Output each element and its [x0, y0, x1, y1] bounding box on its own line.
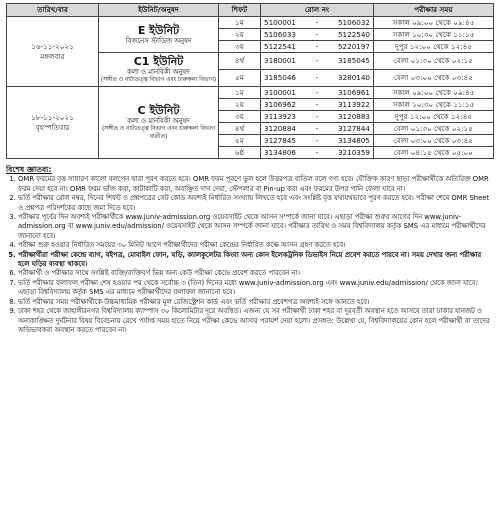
- roll-to: 3280140: [337, 73, 370, 82]
- faculty-name: কলা ও মানবিকী অনুষদ: [127, 67, 190, 76]
- faculty-name: কলা ও মানবিকী অনুষদ: [127, 117, 190, 125]
- roll-separator: -: [315, 87, 319, 97]
- roll-to: 5220197: [337, 41, 370, 51]
- roll-separator: -: [315, 29, 319, 39]
- exam-weekday: মঙ্গলবার: [40, 51, 65, 61]
- shift-cell: ৫ম: [219, 70, 261, 87]
- exam-date: ১৮-১১-২০২১: [31, 112, 74, 122]
- shift-cell: ৬ষ্ঠ: [219, 147, 261, 159]
- shift-cell: ১ম: [219, 17, 261, 29]
- roll-separator: -: [315, 111, 319, 121]
- roll-range-cell: [261, 17, 374, 29]
- roll-to: 3120883: [337, 111, 370, 121]
- roll-range-cell: [261, 111, 374, 123]
- roll-separator: -: [315, 41, 319, 51]
- unit-note: (সঙ্গীত ও নাট্যতত্ত্ব বিভাগ এবং চারুকলা বিভাগ ব্যতীত): [102, 126, 215, 140]
- roll-separator: -: [315, 73, 319, 82]
- note-item: 7. ভর্তি পরীক্ষার ফলাফল পরীক্ষা শেষ হওয়ার পর থেকে সর্বোচ্চ ৩ (তিন) দিনের মধ্যে www.juniv-admission.org এবং www.juniv.edu/admission/ থেকে জানা যাবে। এছাড়া বিশ্ববিদ্যালয় কর্তৃক SMS এর মাধ্যমে পরীক্ষার্থীদের ফলাফল জানানো হবে।: [18, 279, 493, 298]
- exam-date: ১৬-১১-২০২১: [31, 41, 74, 51]
- roll-separator: -: [315, 147, 319, 157]
- roll-to: 5122540: [337, 29, 370, 39]
- roll-separator: -: [315, 123, 319, 133]
- roll-range-cell: [261, 70, 374, 87]
- exam-time-cell: বেলা ০১:৩০ থেকে ০২:১৫: [374, 53, 494, 70]
- exam-time-cell: সকাল ০৯:০০ থেকে ০৯:৪৫: [374, 17, 494, 29]
- roll-separator: -: [315, 99, 319, 109]
- roll-from: 3100001: [264, 87, 297, 97]
- roll-from: 3113923: [264, 111, 297, 121]
- exam-time-cell: দুপুর ১২:০০ থেকে ১২:৪৫: [374, 111, 494, 123]
- roll-range-cell: [261, 53, 374, 70]
- exam-time-cell: বেলা ০৩:০০ থেকে ০৩:৪৫: [374, 70, 494, 87]
- roll-from: 5100001: [264, 17, 297, 27]
- header-time: পরীক্ষার সময়: [374, 4, 494, 17]
- unit-cell: [99, 53, 219, 87]
- shift-cell: ৩য়: [219, 41, 261, 53]
- unit-cell: [99, 87, 219, 159]
- note-item: 9. ঢাকা শহর থেকে জাহাঙ্গীরনগর বিশ্ববিদ্যালয় ক্যাম্পাস ৩০ কিলোমিটার দূরে অবস্থিত। এজন্য যে সব পরীক্ষার্থী ঢাকা শহর বা দূরবর্তী অবস্থান হতে আসবে তারা ঢাকার যানজট ও অনাকাঙ্ক্ষিত দুর্ঘটনার বিষয় বিবেচনায় রেখে পর্যাপ্ত সময় হাতে নিয়ে পরীক্ষা কেন্দ্রে আসার পরামর্শ দেয়া হলো। প্রসঙ্গত: উল্লেখ্য যে, বিশ্ববিদ্যালয়ের কোন হলে পরীক্ষার্থী বা তাদের অভিভাবকরা অবস্থান করতে পারবেন না।: [18, 307, 493, 335]
- roll-range-cell: [261, 99, 374, 111]
- note-item: 8. ভর্তি পরীক্ষার সময় পরীক্ষার্থীকে উচ্চমাধ্যমিক পরীক্ষার মূল রেজিস্ট্রেশন কার্ড এবং ভর্তি পরীক্ষার প্রবেশপত্র অবশ্যই সঙ্গে আনতে হবে।: [18, 298, 493, 307]
- note-item: 6. পরীক্ষার্থী ও পরীক্ষার সাথে সংশ্লিষ্ট ব্যক্তি/ব্যক্তিবর্গ ভিন্ন অন্য কেউ পরীক্ষা কেন্দ্রে প্রবেশ করতে পারবেন না।: [18, 269, 493, 278]
- roll-range-cell: [261, 87, 374, 99]
- unit-title: E ইউনিট: [137, 23, 180, 37]
- table-row: [7, 17, 494, 29]
- unit-title: C1 ইউনিট: [133, 54, 184, 68]
- roll-range-cell: [261, 123, 374, 135]
- unit-cell: [99, 17, 219, 53]
- roll-to: 3106961: [337, 87, 370, 97]
- roll-separator: -: [315, 17, 319, 27]
- shift-cell: ৩য়: [219, 111, 261, 123]
- date-cell: [7, 17, 99, 87]
- roll-to: 3134805: [337, 135, 370, 145]
- notes-list: [6, 175, 493, 335]
- roll-separator: -: [315, 56, 319, 65]
- date-cell: [7, 87, 99, 159]
- roll-range-cell: [261, 41, 374, 53]
- note-item: 2. ভর্তি পরীক্ষার রোল নম্বর, দিনের শিফট ও প্রশ্নপত্রের সেট কোড অবশ্যই নির্ধারিত সংখ্যায় লিখতে হবে এবং সংশ্লিষ্ট বৃত্ত যথাযথভাবে পূরণ করতে হবে। পরীক্ষা শেষে OMR Sheet ও প্রশ্নপত্র পরিদর্শকের কাছে জমা দিতে হবে।: [18, 194, 493, 213]
- shift-cell: ১ম: [219, 87, 261, 99]
- roll-from: 3180001: [264, 56, 297, 65]
- roll-from: 3134806: [264, 147, 297, 157]
- unit-note: (সঙ্গীত ও নাট্যতত্ত্ব বিভাগ এবং চারুকলা বিভাগ): [100, 76, 217, 83]
- faculty-name: বিজনেস স্টাডিজ অনুষদ: [125, 36, 192, 45]
- note-item: 3. পরীক্ষার পূর্বের দিন অবশ্যই পরীক্ষার্থীকে www.juniv-admission.org ওয়েবসাইট থেকে আসন সম্পর্কে জানা যাবে। এছাড়া পরীক্ষা শুরুর আগের দিন www.juniv-admission.org বা www.juniv.edu/admission/ ওয়েবসাইট থেকে আসন সম্পর্কে জানা যাবে। পরীক্ষার তারিখ ও সময় বিশ্ববিদ্যালয় কর্তৃক SMS এর মাধ্যমে পরীক্ষার্থীদের জানানো হবে।: [18, 213, 493, 241]
- exam-time-cell: সকাল ০৯:০০ থেকে ০৯:৪৫: [374, 87, 494, 99]
- exam-time-cell: সকাল ১০:৩০ থেকে ১১:১৫: [374, 99, 494, 111]
- roll-from: 3185046: [264, 73, 297, 82]
- roll-separator: -: [315, 135, 319, 145]
- header-roll: রোল নং: [261, 4, 374, 17]
- roll-from: 3106962: [264, 99, 297, 109]
- special-notes: [6, 165, 493, 335]
- roll-from: 3127845: [264, 135, 297, 145]
- table-header-row: [7, 4, 494, 17]
- roll-from: 5106033: [264, 29, 297, 39]
- exam-time-cell: বেলা ০৩:০০ থেকে ০৩:৪৫: [374, 135, 494, 147]
- roll-range-cell: [261, 147, 374, 159]
- roll-to: 3210359: [337, 147, 370, 157]
- roll-from: 5122541: [264, 41, 297, 51]
- roll-to: 3185045: [337, 56, 370, 65]
- header-date: তারিখ/বার: [7, 4, 99, 17]
- notes-heading: বিশেষ জ্ঞাতব্য:: [6, 165, 52, 174]
- note-item: 4. পরীক্ষা শুরু হওয়ার নির্ধারিত সময়ের ৩০ মিনিট আগে পরীক্ষার্থীদের পরীক্ষা কেন্দ্রের নির্ধারিত কক্ষে আসন গ্রহণ করতে হবে।: [18, 241, 493, 250]
- header-shift: শিফট: [219, 4, 261, 17]
- exam-time-cell: সকাল ১০:৩০ থেকে ১১:১৫: [374, 29, 494, 41]
- schedule-body: [7, 17, 494, 159]
- roll-from: 3120884: [264, 123, 297, 133]
- shift-cell: ৫ম: [219, 135, 261, 147]
- roll-range-cell: [261, 135, 374, 147]
- shift-cell: ২য়: [219, 99, 261, 111]
- shift-cell: ৪র্থ: [219, 123, 261, 135]
- exam-time-cell: দুপুর ১২:০০ থেকে ১২:৪৫: [374, 41, 494, 53]
- shift-cell: ২য়: [219, 29, 261, 41]
- roll-to: 3127844: [337, 123, 370, 133]
- header-unit: ইউনিট/অনুষদ: [99, 4, 219, 17]
- exam-time-cell: বেলা ০১:৩০ থেকে ০২:১৫: [374, 123, 494, 135]
- note-item: 5. পরীক্ষার্থীরা পরীক্ষা কেন্দ্রে ব্যাগ, বইপত্র, মোবাইল ফোন, ঘড়ি, ক্যালকুলেটর কিংবা অন্য কোন ইলেকট্রনিক ডিভাইস নিয়ে প্রবেশ করতে পারবে না। সময় দেখার জন্য পরীক্ষার হলে ঘড়ির ব্যবস্থা থাকবে।: [18, 251, 493, 270]
- shift-cell: ৪র্থ: [219, 53, 261, 70]
- note-item: 1. OMR ফরমের বৃত্ত সাধারণ কালো বলপেন দ্বারা পূরণ করতে হবে। OMR ফরম পূরণে ভুল হলে উত্তরপত্র বাতিল বলে গণ্য হবে। যৌক্তিক কারণ ছাড়া পরীক্ষার্থীকে অতিরিক্ত OMR ফরম দেয়া হবে না। OMR ফরম ভাঁজ করা, কাটাকাটি করা, অবাঞ্ছিত দাগ দেয়া, স্টেপলার বা Pin-up করা এবং ফরমের উপর পানি ফেলা যাবে না।: [18, 175, 493, 194]
- exam-time-cell: বেলা ০৪:১৫ থেকে ০৫:০০: [374, 147, 494, 159]
- unit-title: C ইউনিট: [137, 104, 180, 117]
- roll-to: 3113922: [337, 99, 370, 109]
- exam-schedule-table: [6, 3, 494, 159]
- roll-to: 5106032: [337, 17, 370, 27]
- roll-range-cell: [261, 29, 374, 41]
- exam-weekday: বৃহস্পতিবার: [35, 122, 70, 132]
- table-row: [7, 87, 494, 99]
